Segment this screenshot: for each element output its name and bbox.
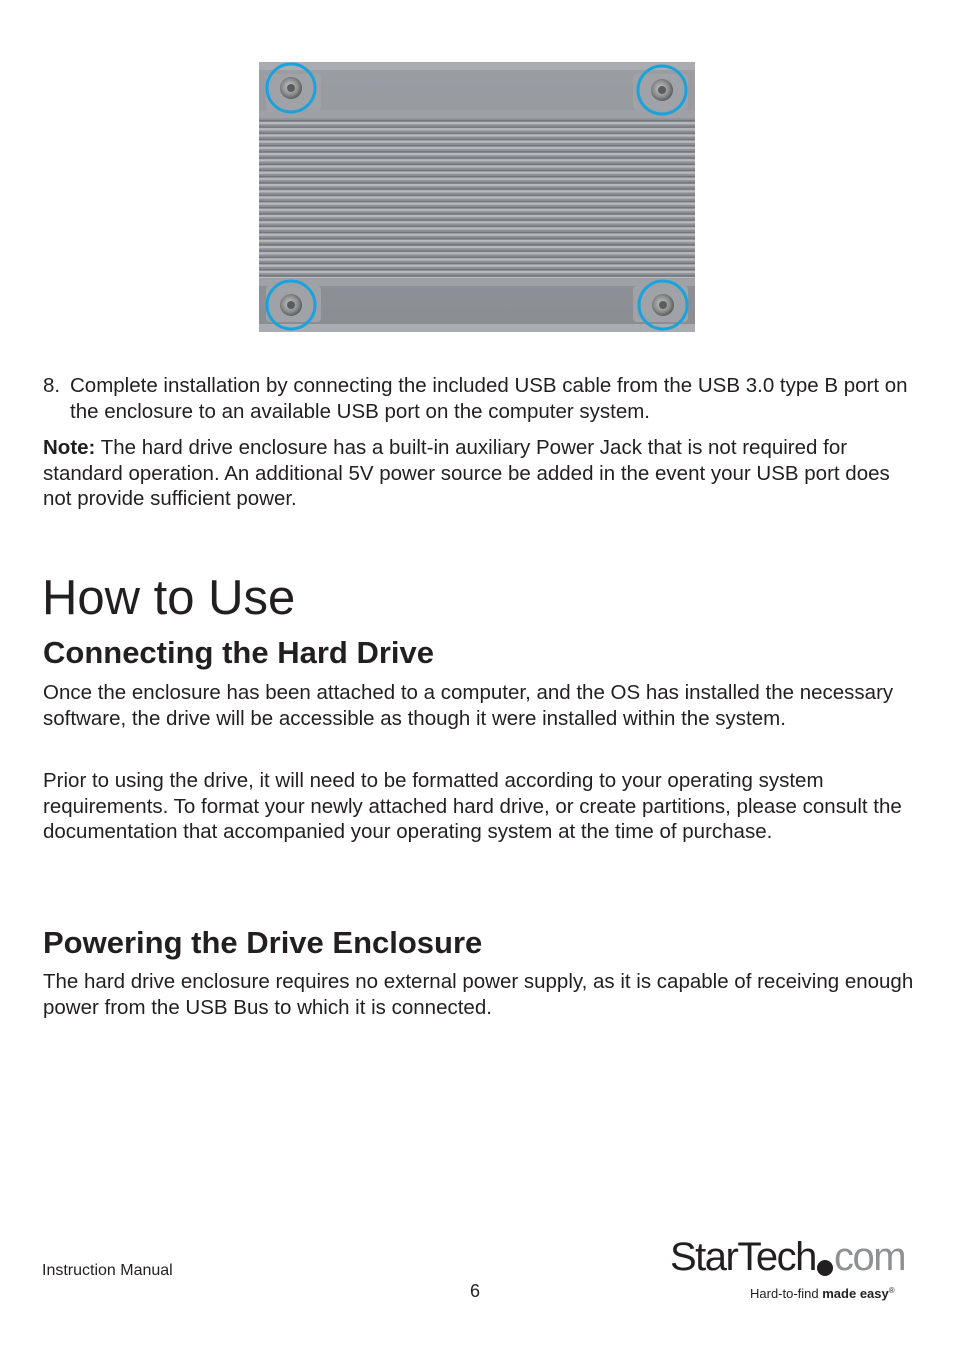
- page-number: 6: [470, 1281, 481, 1301]
- connecting-paragraph-1: Once the enclosure has been attached to a computer, and the OS has installed the necessary software, the drive will be accessible as though it were installed within the system.: [43, 681, 894, 730]
- startech-logo: [668, 1232, 912, 1306]
- startech-logo-icon: [668, 1232, 912, 1306]
- note-label: Note:: [43, 436, 96, 459]
- svg-text:StarTech: StarTech: [670, 1235, 816, 1279]
- svg-text:Hard-to-find made easy®: Hard-to-find made easy®: [750, 1286, 895, 1301]
- heading-powering: Powering the Drive Enclosure: [43, 925, 483, 960]
- step-8: [43, 373, 923, 424]
- svg-text:com: com: [834, 1235, 906, 1279]
- section-title: How to Use: [42, 571, 296, 625]
- note-text: The hard drive enclosure has a built-in auxiliary Power Jack that is not required for standard operation. An additional 5V power source be added in the event your USB port does not provide sufficient power.: [43, 436, 890, 510]
- enclosure-bottom-icon: [256, 60, 698, 334]
- note-paragraph: [43, 435, 923, 512]
- step-number: 8.: [43, 374, 61, 397]
- powering-paragraph: The hard drive enclosure requires no external power supply, as it is capable of receiving enough power from the USB Bus to which it is connected.: [43, 970, 914, 1019]
- connecting-paragraph-2: Prior to using the drive, it will need to be formatted according to your operating system requirements. To format your newly attached hard drive, or create partitions, please consult the documentation that accompanied your operating system at the time of purchase.: [43, 769, 902, 843]
- step-text: Complete installation by connecting the included USB cable from the USB 3.0 type B port on the enclosure to an available USB port on the computer system.: [70, 374, 908, 423]
- enclosure-bottom-image: [256, 60, 698, 334]
- heading-connecting: Connecting the Hard Drive: [43, 635, 434, 670]
- footer-manual-label: Instruction Manual: [42, 1262, 173, 1279]
